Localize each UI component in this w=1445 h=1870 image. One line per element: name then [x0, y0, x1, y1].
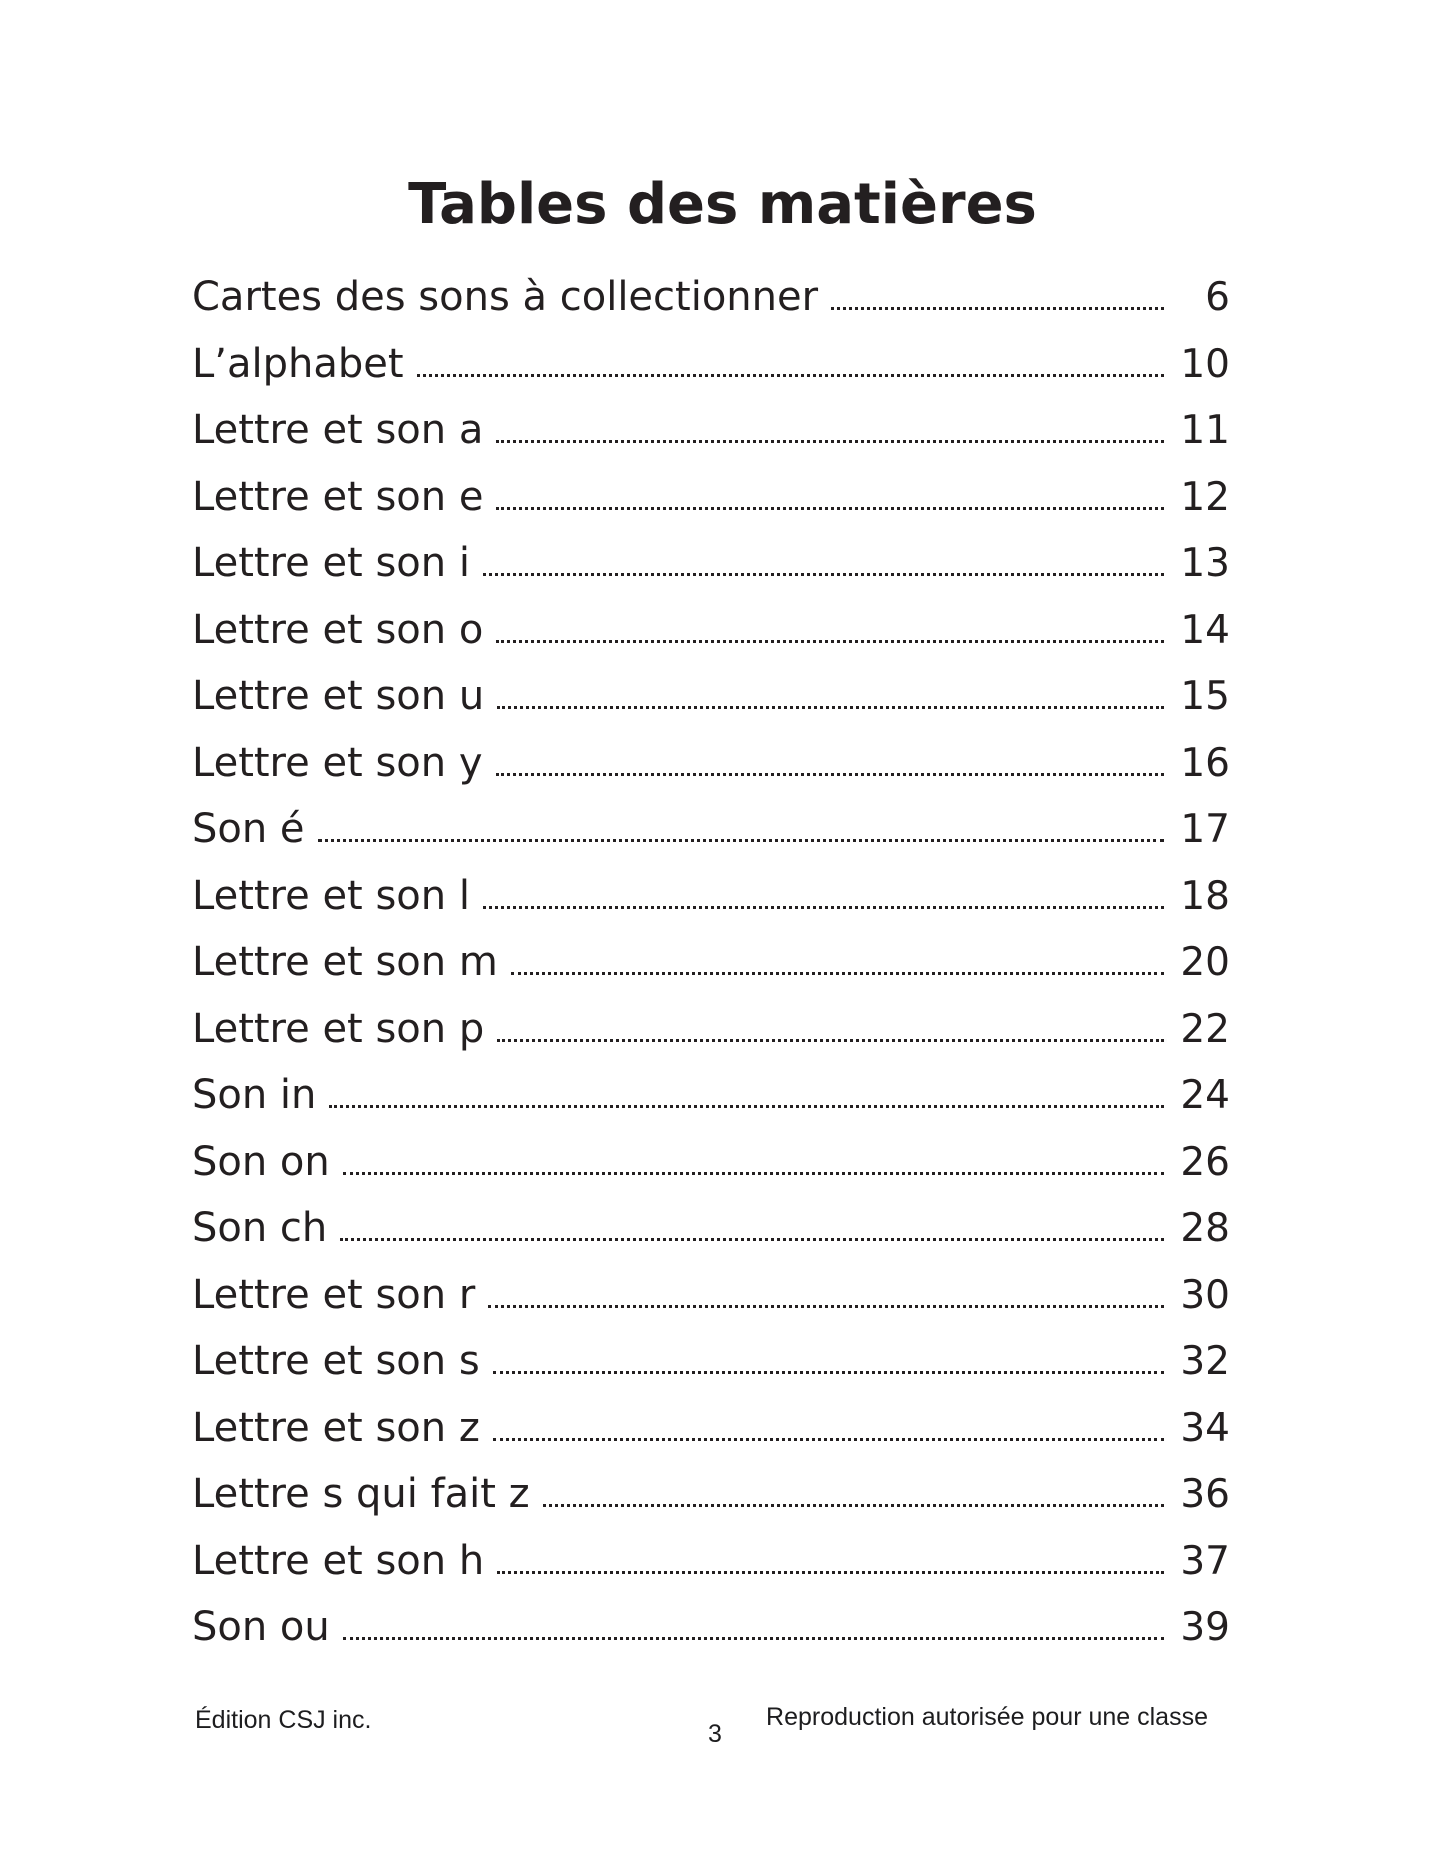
- toc-entry-page-number: 36: [1180, 1472, 1230, 1517]
- dotted-leader: [329, 1075, 1164, 1108]
- toc-entry-label: Lettre et son p: [192, 1005, 485, 1052]
- toc-entry-label: Lettre et son a: [192, 407, 484, 453]
- toc-entry-label: Lettre et son h: [192, 1537, 485, 1584]
- dotted-leader: [340, 1208, 1164, 1241]
- toc-entry-page-number: 32: [1180, 1339, 1230, 1384]
- toc-entry-label: Lettre et son m: [192, 939, 498, 985]
- toc-entry-page-number: 13: [1180, 541, 1230, 586]
- dotted-leader: [493, 1408, 1164, 1441]
- toc-entry-page-number: 18: [1180, 873, 1230, 919]
- page-title: Tables des matières: [408, 172, 1037, 237]
- toc-entry-page-number: 15: [1180, 674, 1230, 719]
- dotted-leader: [496, 610, 1164, 643]
- dotted-leader: [496, 410, 1164, 443]
- toc-entry: [192, 673, 1230, 740]
- toc-entry-label: Lettre et son r: [192, 1271, 476, 1318]
- toc-entry-page-number: 22: [1180, 1006, 1230, 1052]
- dotted-leader: [496, 743, 1164, 776]
- toc-entry-page-number: 39: [1180, 1605, 1230, 1650]
- toc-entry: [192, 1072, 1230, 1139]
- toc-entry-page-number: 24: [1180, 1073, 1230, 1118]
- toc-entry: [192, 1139, 1230, 1206]
- toc-entry-page-number: 17: [1180, 807, 1230, 852]
- toc-entry-label: Lettre s qui fait z: [192, 1471, 530, 1517]
- toc-entry-page-number: 37: [1180, 1538, 1230, 1584]
- toc-entry: [192, 341, 1230, 408]
- toc-entry: [192, 1205, 1230, 1272]
- toc-entry-label: Lettre et son i: [192, 540, 470, 586]
- toc-entry-label: Lettre et son z: [192, 1404, 480, 1451]
- dotted-leader: [417, 344, 1164, 377]
- toc-entry-page-number: 28: [1180, 1206, 1230, 1251]
- dotted-leader: [343, 1607, 1164, 1640]
- toc-entry-page-number: 11: [1180, 408, 1230, 453]
- toc-entry-label: Son ou: [192, 1604, 330, 1650]
- footer-page-number: 3: [708, 1720, 722, 1748]
- toc-entry-label: Lettre et son o: [192, 606, 484, 653]
- toc-entry-page-number: 6: [1205, 275, 1230, 320]
- toc-entry: [192, 1338, 1230, 1405]
- dotted-leader: [483, 876, 1164, 909]
- toc-entry-label: Son in: [192, 1072, 317, 1118]
- toc-entry-label: Lettre et son e: [192, 473, 484, 520]
- toc-entry-page-number: 20: [1180, 940, 1230, 985]
- toc-entry-label: Son ch: [192, 1205, 328, 1251]
- toc-entry: [192, 1471, 1230, 1538]
- toc-entry-label: Son é: [192, 806, 305, 852]
- toc-entry-label: Son on: [192, 1138, 330, 1185]
- toc-entry: [192, 1006, 1230, 1073]
- dotted-leader: [831, 277, 1164, 310]
- toc-entry-label: Cartes des sons à collectionner: [192, 274, 819, 320]
- dotted-leader: [488, 1275, 1164, 1308]
- toc-entry-label: L’alphabet: [192, 340, 404, 387]
- toc-entry-label: Lettre et son s: [192, 1338, 480, 1384]
- dotted-leader: [497, 676, 1164, 709]
- toc-entry: [192, 1272, 1230, 1339]
- dotted-leader: [497, 1541, 1164, 1574]
- toc-entry-label: Lettre et son l: [192, 872, 470, 919]
- footer-reproduction-notice: Reproduction autorisée pour une classe: [766, 1703, 1208, 1731]
- toc-entry: [192, 540, 1230, 607]
- dotted-leader: [493, 1341, 1164, 1374]
- toc-entry: [192, 1538, 1230, 1605]
- toc-entry: [192, 1604, 1230, 1671]
- toc-entry-page-number: 16: [1180, 740, 1230, 786]
- toc-entry-page-number: 10: [1180, 341, 1230, 387]
- toc-entry: [192, 806, 1230, 873]
- toc-entry: [192, 939, 1230, 1006]
- toc-entry-label: Lettre et son y: [192, 739, 483, 786]
- toc-entry: [192, 607, 1230, 674]
- toc-entry: [192, 274, 1230, 341]
- dotted-leader: [497, 1009, 1164, 1042]
- dotted-leader: [483, 543, 1164, 576]
- dotted-leader: [343, 1142, 1164, 1175]
- toc-list: [192, 274, 1230, 1671]
- toc-entry-label: Lettre et son u: [192, 673, 485, 719]
- dotted-leader: [496, 477, 1164, 510]
- toc-entry-page-number: 26: [1180, 1139, 1230, 1185]
- toc-entry: [192, 1405, 1230, 1472]
- toc-entry-page-number: 14: [1180, 607, 1230, 653]
- toc-entry: [192, 740, 1230, 807]
- toc-entry-page-number: 34: [1180, 1405, 1230, 1451]
- dotted-leader: [511, 942, 1164, 975]
- toc-entry-page-number: 12: [1180, 474, 1230, 520]
- dotted-leader: [318, 809, 1164, 842]
- toc-entry: [192, 407, 1230, 474]
- toc-entry: [192, 873, 1230, 940]
- footer-edition-label: Édition CSJ inc.: [195, 1706, 372, 1734]
- dotted-leader: [543, 1474, 1164, 1507]
- toc-entry: [192, 474, 1230, 541]
- toc-entry-page-number: 30: [1180, 1272, 1230, 1318]
